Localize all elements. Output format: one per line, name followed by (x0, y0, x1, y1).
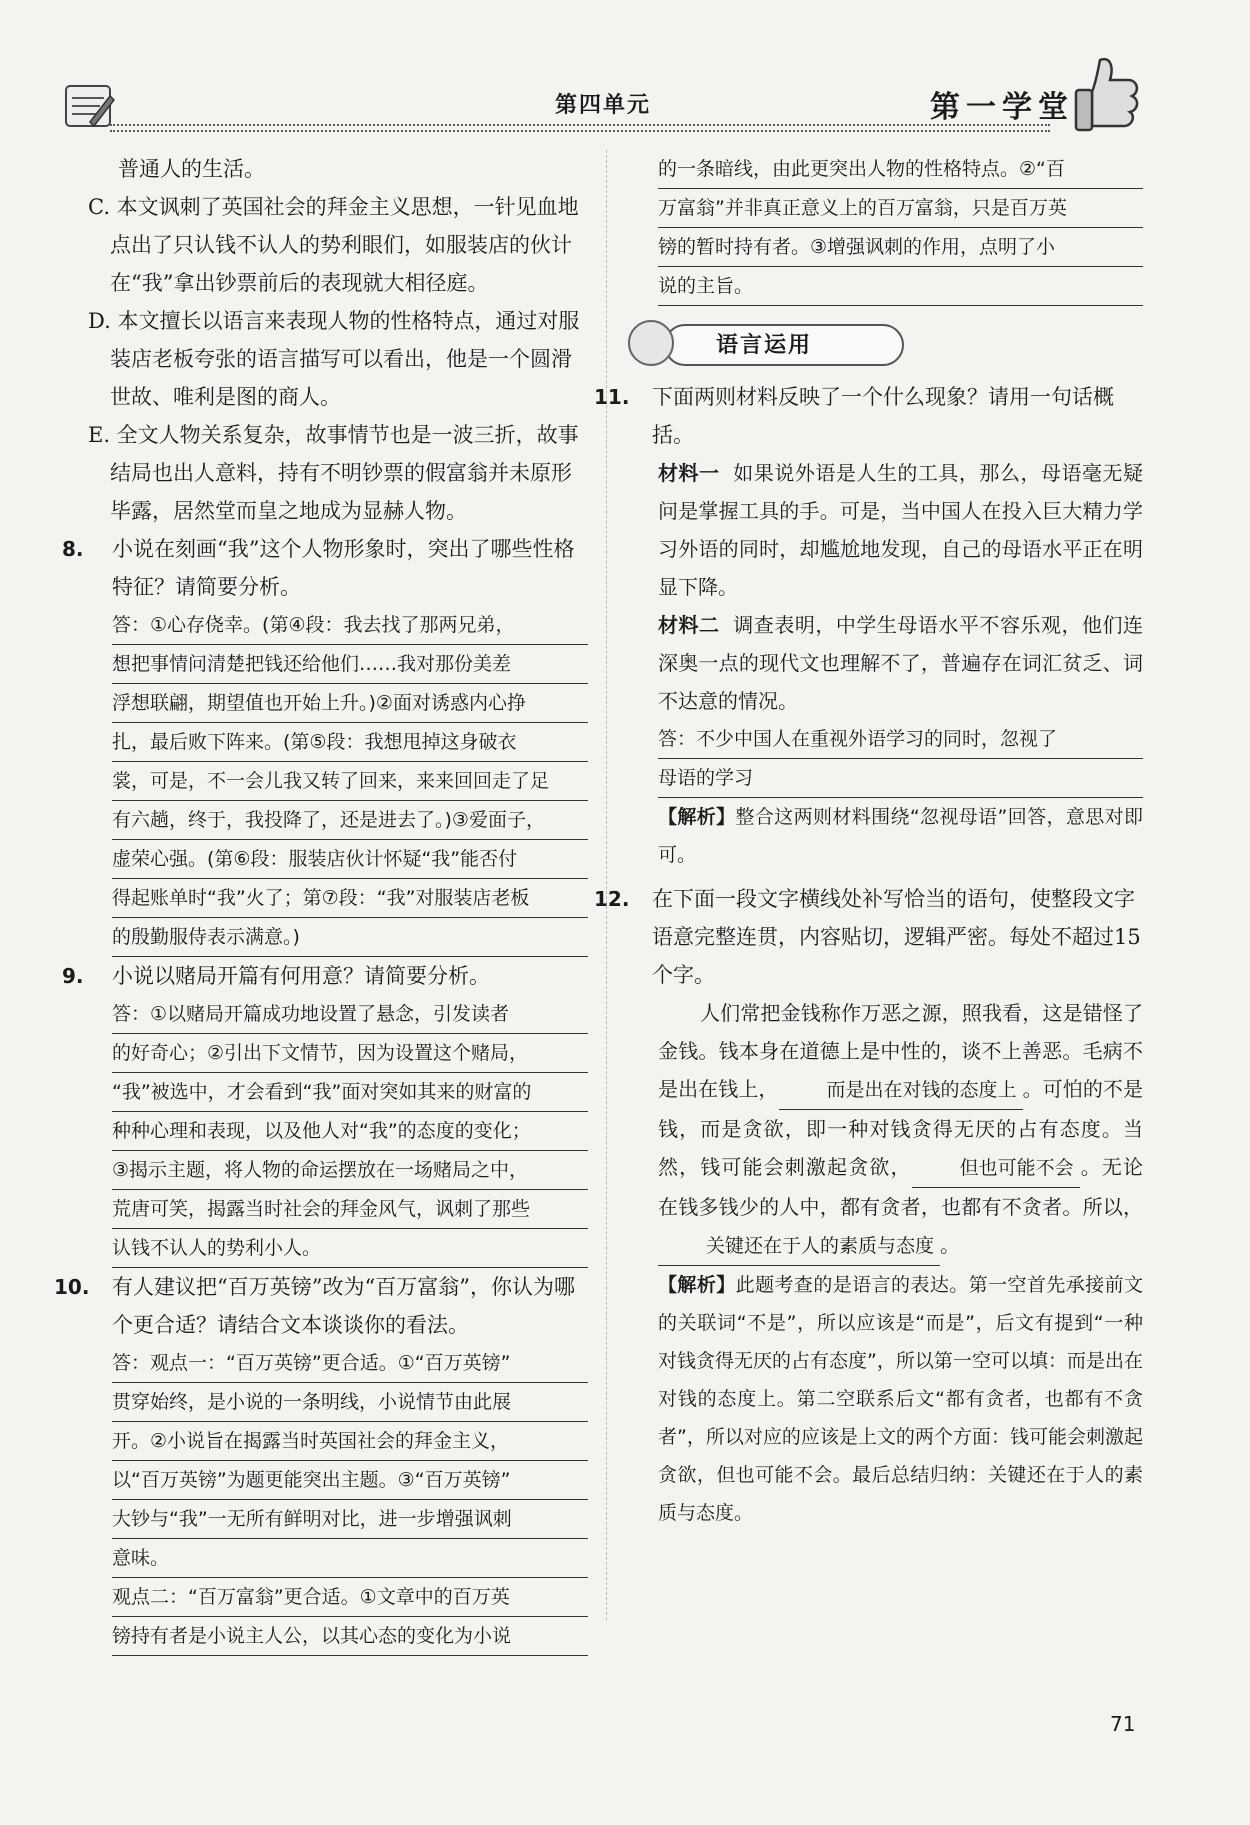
question-text: 下面两则材料反映了一个什么现象？请用一句话概括。 (652, 385, 1114, 447)
answer-10 (88, 1344, 588, 1656)
explanation-label: 【解析】 (658, 1274, 736, 1296)
answer-line: ①心存侥幸。(第④段：我去找了那两兄弟， (150, 614, 515, 636)
question-9 (62, 957, 588, 995)
explanation-label: 【解析】 (658, 806, 736, 828)
answer-line: 扎，最后败下阵来。(第⑤段：我想甩掉这身破衣 (112, 723, 588, 762)
question-text: 小说以赌局开篇有何用意？请简要分析。 (112, 964, 490, 988)
explanation-12 (628, 1266, 1143, 1532)
material-text: 如果说外语是人生的工具，那么，母语毫无疑问是掌握工具的手。可是，当中国人在投入巨大精力学习外语的同时，却尴尬地发现，自己的母语水平正在明显下降。 (658, 461, 1144, 599)
answer-line: ③揭示主题，将人物的命运摆放在一场赌局之中， (112, 1151, 588, 1190)
answer-line: 观点二：“百万富翁”更合适。①文章中的百万英 (112, 1578, 588, 1617)
answer-line: 说的主旨。 (658, 267, 1143, 306)
answer-line: 开。②小说旨在揭露当时英国社会的拜金主义， (112, 1422, 588, 1461)
answer-line: 的一条暗线，由此更突出人物的性格特点。②“百 (658, 150, 1143, 189)
question-11 (594, 378, 1143, 454)
blank-answer-1: 而是出在对钱的态度上 (779, 1071, 1023, 1110)
answer-line: 以“百万英镑”为题更能突出主题。③“百万英镑” (112, 1461, 588, 1500)
answer-11 (628, 720, 1143, 798)
paragraph-text: 。无论在钱多钱少的人中，都有贪者，也都有不贪者。所以， (658, 1155, 1144, 1219)
paragraph-text: 人们常把金钱称作万恶之源，照我看，这是错怪了金钱。钱本身在道德上是中性的，谈不上善恶。毛病不是出在钱上， (658, 1001, 1143, 1101)
answer-line: 种种心理和表现，以及他人对“我”的态度的变化； (112, 1112, 588, 1151)
answer-9 (88, 995, 588, 1268)
question-12 (594, 880, 1143, 994)
explanation-text: 整合这两则材料围绕“忽视母语”回答，意思对即可。 (658, 806, 1143, 866)
explanation-text: 此题考查的是语言的表达。第一空首先承接前文的关联词“不是”，所以应该是“而是”，后文有提到“一种对钱贪得无厌的占有态度”，所以第一空可以填：而是出在对钱的态度上。第二空联系后文“都有贪者，也都有不贪者”，所以对应的应该是上文的两个方面：钱可能会刺激起贪欲，但也可能不会。最后总结归纳：关键还在于人的素质与态度。 (658, 1274, 1143, 1524)
option-d: D. 本文擅长以语言来表现人物的性格特点，通过对服装店老板夸张的语言描写可以看出，他是一个圆滑世故、唯利是图的商人。 (88, 309, 580, 409)
blank-answer-3: 关键还在于人的素质与态度 (658, 1227, 940, 1266)
question-10 (54, 1268, 588, 1344)
section-title: 语言运用 (716, 333, 813, 358)
option-c: C. 本文讽刺了英国社会的拜金主义思想，一针见血地点出了只认钱不认人的势利眼们，如服装店的伙计在“我”拿出钞票前后的表现就大相径庭。 (88, 195, 579, 295)
answer-line: 观点一：“百万英镑”更合适。①“百万英镑” (150, 1352, 511, 1374)
question-number: 12. (594, 887, 630, 911)
answer-line: ①以赌局开篇成功地设置了悬念，引发读者 (150, 1003, 510, 1025)
answer-line: 万富翁”并非真正意义上的百万富翁，只是百万英 (658, 189, 1143, 228)
answer-line: 镑的暂时持有者。③增强讽刺的作用，点明了小 (658, 228, 1143, 267)
fill-blank-paragraph (628, 994, 1143, 1266)
page-number: 71 (1110, 1712, 1136, 1736)
answer-line: 虚荣心强。(第⑥段：服装店伙计怀疑“我”能否付 (112, 840, 588, 879)
right-column (594, 150, 1144, 1532)
material-label: 材料二 (658, 613, 720, 637)
left-column (54, 150, 588, 1656)
material-text: 调查表明，中学生母语水平不容乐观，他们连深奥一点的现代文也理解不了，普遍存在词汇贫乏、词不达意的情况。 (658, 613, 1144, 713)
question-8 (62, 530, 588, 606)
blank-answer-2: 但也可能不会 (912, 1149, 1080, 1188)
header-rule (110, 124, 1050, 132)
question-number: 8. (62, 537, 84, 561)
answer-line: “我”被选中，才会看到“我”面对突如其来的财富的 (112, 1073, 588, 1112)
hand-icon (628, 320, 674, 366)
question-number: 10. (54, 1275, 90, 1299)
paragraph-text: 。可怕的不是钱，而是贪欲，即一种对钱贪得无厌的占有态度。当然，钱可能会刺激起贪欲， (658, 1077, 1144, 1179)
answer-line: 裳，可是，不一会儿我又转了回来，来来回回走了足 (112, 762, 588, 801)
thumbs-up-icon (1070, 52, 1150, 142)
answer-line: 贯穿始终，是小说的一条明线，小说情节由此展 (112, 1383, 588, 1422)
answer-line: 认钱不认人的势利小人。 (112, 1229, 588, 1268)
answer-line: 意味。 (112, 1539, 588, 1578)
answer-line: 荒唐可笑，揭露当时社会的拜金风气，讽刺了那些 (112, 1190, 588, 1229)
answer-label: 答： (112, 1003, 151, 1025)
paragraph-text: 。 (940, 1233, 961, 1257)
option-b-continuation: 普通人的生活。 (118, 157, 265, 181)
unit-title: 第四单元 (555, 92, 652, 118)
explanation-11 (628, 798, 1143, 874)
page-header (60, 78, 1150, 138)
material-2 (628, 606, 1143, 720)
material-1 (628, 454, 1143, 606)
answer-line: 浮想联翩，期望值也开始上升。)②面对诱惑内心挣 (112, 684, 588, 723)
answer-line: 镑持有者是小说主人公，以其心态的变化为小说 (112, 1617, 588, 1656)
answer-line: 想把事情问清楚把钱还给他们……我对那份美差 (112, 645, 588, 684)
material-label: 材料一 (658, 461, 720, 485)
answer-line: 的殷勤服侍表示满意。) (112, 918, 588, 957)
answer-10-continued (628, 150, 1143, 306)
question-text: 在下面一段文字横线处补写恰当的语句，使整段文字语意完整连贯，内容贴切，逻辑严密。每处不超过15个字。 (652, 887, 1141, 987)
answer-line: 有六趟，终于，我投降了，还是进去了。)③爱面子， (112, 801, 588, 840)
answer-8 (88, 606, 588, 957)
answer-line: 得起账单时“我”火了；第⑦段：“我”对服装店老板 (112, 879, 588, 918)
answer-label: 答： (112, 614, 151, 636)
question-text: 小说在刻画“我”这个人物形象时，突出了哪些性格特征？请简要分析。 (112, 537, 575, 599)
answer-line: 母语的学习 (658, 759, 1143, 798)
answer-label: 答： (112, 1352, 151, 1374)
answer-line: 的好奇心；②引出下文情节，因为设置这个赌局， (112, 1034, 588, 1073)
answer-label: 答： (658, 728, 697, 750)
answer-line: 不少中国人在重视外语学习的同时，忽视了 (696, 728, 1058, 750)
question-text: 有人建议把“百万英镑”改为“百万富翁”，你认为哪个更合适？请结合文本谈谈你的看法。 (112, 1275, 575, 1337)
answer-line: 大钞与“我”一无所有鲜明对比，进一步增强讽刺 (112, 1500, 588, 1539)
question-number: 9. (62, 964, 84, 988)
section-tag (628, 316, 1143, 370)
question-number: 11. (594, 385, 630, 409)
brand-title: 第一学堂 (930, 90, 1074, 125)
option-e: E. 全文人物关系复杂，故事情节也是一波三折，故事结局也出人意料，持有不明钞票的假富翁并未原形毕露，居然堂而皇之地成为显赫人物。 (88, 423, 579, 523)
